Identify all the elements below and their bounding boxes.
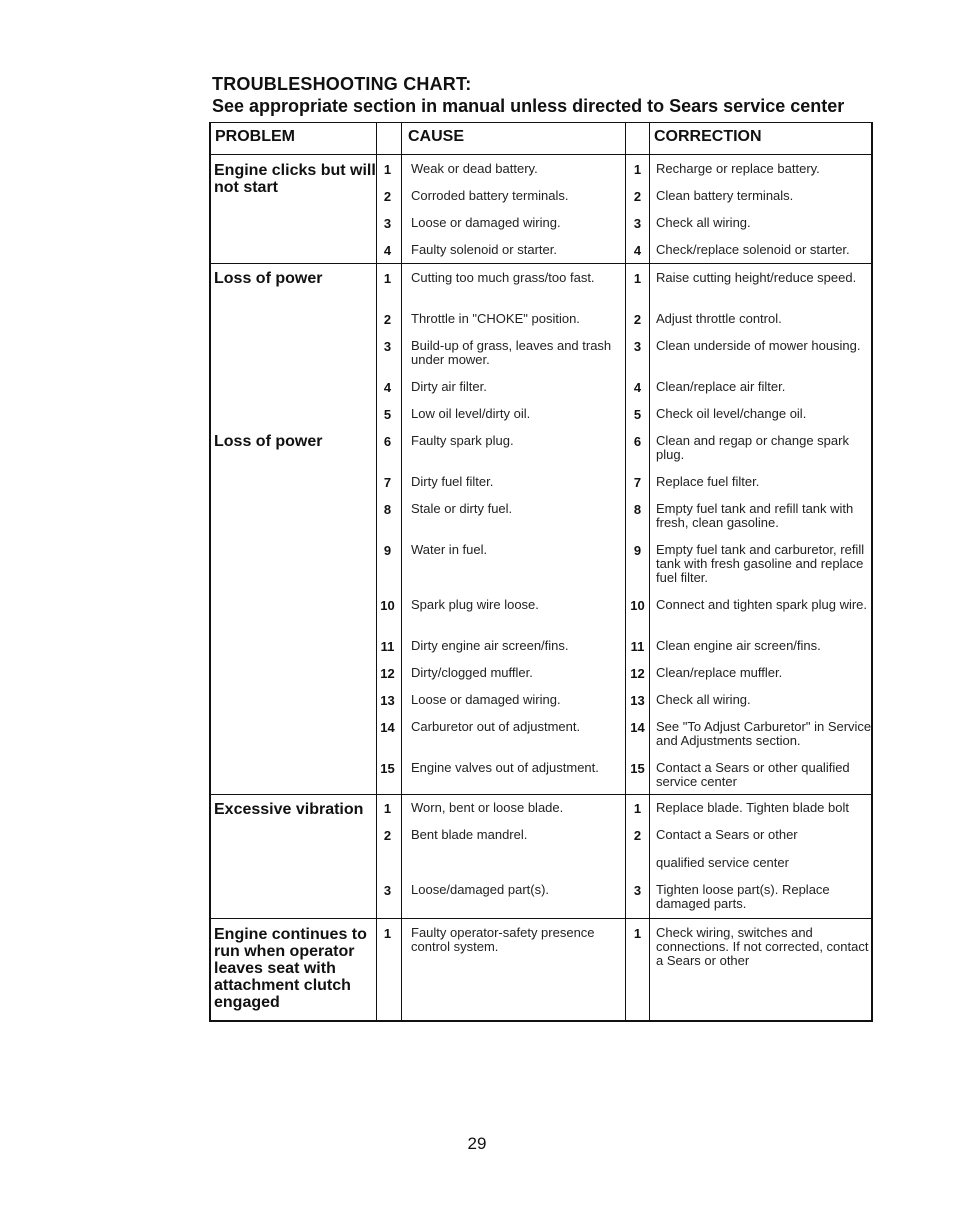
correction-text: Contact a Sears or other qualified service center [656,760,850,789]
cause-number: 3 [383,339,392,354]
correction-number: 1 [633,801,642,816]
cause-text: Dirty/clogged muffler. [411,665,533,680]
correction-number: 15 [630,761,645,776]
problem-loss-of-power: Loss of power [214,270,323,287]
correction-text: Clean/replace muffler. [656,665,783,680]
correction-number: 6 [633,434,642,449]
cause-number: 12 [380,666,395,681]
cause-number: 2 [383,189,392,204]
cause-text: Loose or damaged wiring. [411,692,561,707]
cause-number: 6 [383,434,392,449]
cause-text: Carburetor out of adjustment. [411,719,581,734]
correction-number: 1 [633,162,642,177]
correction-number: 3 [633,216,642,231]
correction-text: Raise cutting height/reduce speed. [656,270,857,285]
problem-engine-continues: Engine continues to run when operator leaves seat with attachment clutch engaged [214,926,367,1011]
cause-number: 10 [380,598,395,613]
cause-number: 1 [383,801,392,816]
correction-text: Clean battery terminals. [656,188,794,203]
correction-number: 2 [633,828,642,843]
cause-text: Spark plug wire loose. [411,597,539,612]
problem-excessive-vibration: Excessive vibration [214,801,364,818]
cause-text: Loose/damaged part(s). [411,882,550,897]
correction-text: Empty fuel tank and carburetor, refill tank with fresh gasoline and replace fuel filter. [656,542,865,585]
group-rule-2 [209,794,873,795]
cause-text: Bent blade mandrel. [411,827,528,842]
header-rule [209,154,873,155]
problem-engine-clicks: Engine clicks but will not start [214,162,376,196]
group-rule-1 [209,263,873,264]
correction-text: Clean underside of mower housing. [656,338,861,353]
correction-number: 2 [633,189,642,204]
correction-text: Recharge or replace battery. [656,161,820,176]
cause-number: 4 [383,380,392,395]
cause-text: Dirty fuel filter. [411,474,494,489]
cause-text: Cutting too much grass/too fast. [411,270,595,285]
correction-text: See "To Adjust Carburetor" in Service and Adjustments section. [656,719,872,748]
page-number: 29 [467,1134,487,1153]
cause-number: 15 [380,761,395,776]
cause-number: 1 [383,271,392,286]
table-border-left [209,122,211,1022]
correction-number: 10 [630,598,645,613]
cause-text: Loose or damaged wiring. [411,215,561,230]
correction-number: 8 [633,502,642,517]
correction-number: 1 [633,271,642,286]
cause-number: 9 [383,543,392,558]
cause-number: 13 [380,693,395,708]
cause-number: 2 [383,828,392,843]
correction-text: Replace blade. Tighten blade bolt [656,800,849,815]
cause-text: Dirty engine air screen/fins. [411,638,569,653]
correction-number: 1 [633,926,642,941]
correction-text: Check/replace solenoid or starter. [656,242,850,257]
cause-number: 1 [383,162,392,177]
divider-causenum-cause [401,122,402,1022]
chart-subtitle: See appropriate section in manual unless directed to Sears service center [212,96,845,116]
correction-number: 9 [633,543,642,558]
correction-text: Check all wiring. [656,215,751,230]
cause-text: Dirty air filter. [411,379,487,394]
correction-number: 4 [633,380,642,395]
correction-text: Adjust throttle control. [656,311,782,326]
chart-title: TROUBLESHOOTING CHART: [212,74,472,94]
cause-number: 2 [383,312,392,327]
correction-number: 5 [633,407,642,422]
cause-text: Water in fuel. [411,542,488,557]
cause-text: Corroded battery terminals. [411,188,569,203]
table-border-top [209,122,873,123]
cause-text: Faulty spark plug. [411,433,514,448]
correction-text: Connect and tighten spark plug wire. [656,597,868,612]
correction-text: Check wiring, switches and connections. If not corrected, contact a Sears or other [656,925,869,968]
correction-text: Clean engine air screen/fins. [656,638,821,653]
cause-number: 14 [380,720,395,735]
cause-number: 4 [383,243,392,258]
cause-text: Throttle in "CHOKE" position. [411,311,580,326]
header-correction: CORRECTION [654,128,762,145]
correction-text: Check oil level/change oil. [656,406,807,421]
troubleshooting-table [209,122,873,1022]
cause-text: Faulty solenoid or starter. [411,242,557,257]
correction-number: 13 [630,693,645,708]
cause-number: 3 [383,216,392,231]
correction-text: Empty fuel tank and refill tank with fresh, clean gasoline. [656,501,854,530]
header-problem: PROBLEM [215,128,295,145]
correction-number: 4 [633,243,642,258]
correction-text: Contact a Sears or other [656,827,798,842]
cause-text: Weak or dead battery. [411,161,538,176]
problem-loss-of-power-repeat: Loss of power [214,433,323,450]
cause-text: Stale or dirty fuel. [411,501,513,516]
correction-number: 14 [630,720,645,735]
group-rule-3 [209,918,873,919]
correction-number: 11 [630,639,645,654]
correction-text: qualified service center [656,855,789,870]
cause-text: Build-up of grass, leaves and trash under mower. [411,338,612,367]
cause-number: 8 [383,502,392,517]
correction-text: Check all wiring. [656,692,751,707]
correction-number: 3 [633,883,642,898]
correction-text: Clean and regap or change spark plug. [656,433,849,462]
cause-text: Low oil level/dirty oil. [411,406,531,421]
cause-number: 11 [380,639,395,654]
cause-text: Engine valves out of adjustment. [411,760,599,775]
cause-number: 5 [383,407,392,422]
cause-number: 3 [383,883,392,898]
correction-text: Clean/replace air filter. [656,379,786,394]
cause-text: Worn, bent or loose blade. [411,800,564,815]
correction-number: 12 [630,666,645,681]
cause-text: Faulty operator-safety presence control system. [411,925,595,954]
correction-number: 3 [633,339,642,354]
cause-number: 7 [383,475,392,490]
header-cause: CAUSE [408,128,465,145]
correction-number: 7 [633,475,642,490]
correction-text: Tighten loose part(s). Replace damaged parts. [656,882,830,911]
cause-number: 1 [383,926,392,941]
correction-number: 2 [633,312,642,327]
correction-text: Replace fuel filter. [656,474,760,489]
table-border-bottom [209,1020,873,1022]
